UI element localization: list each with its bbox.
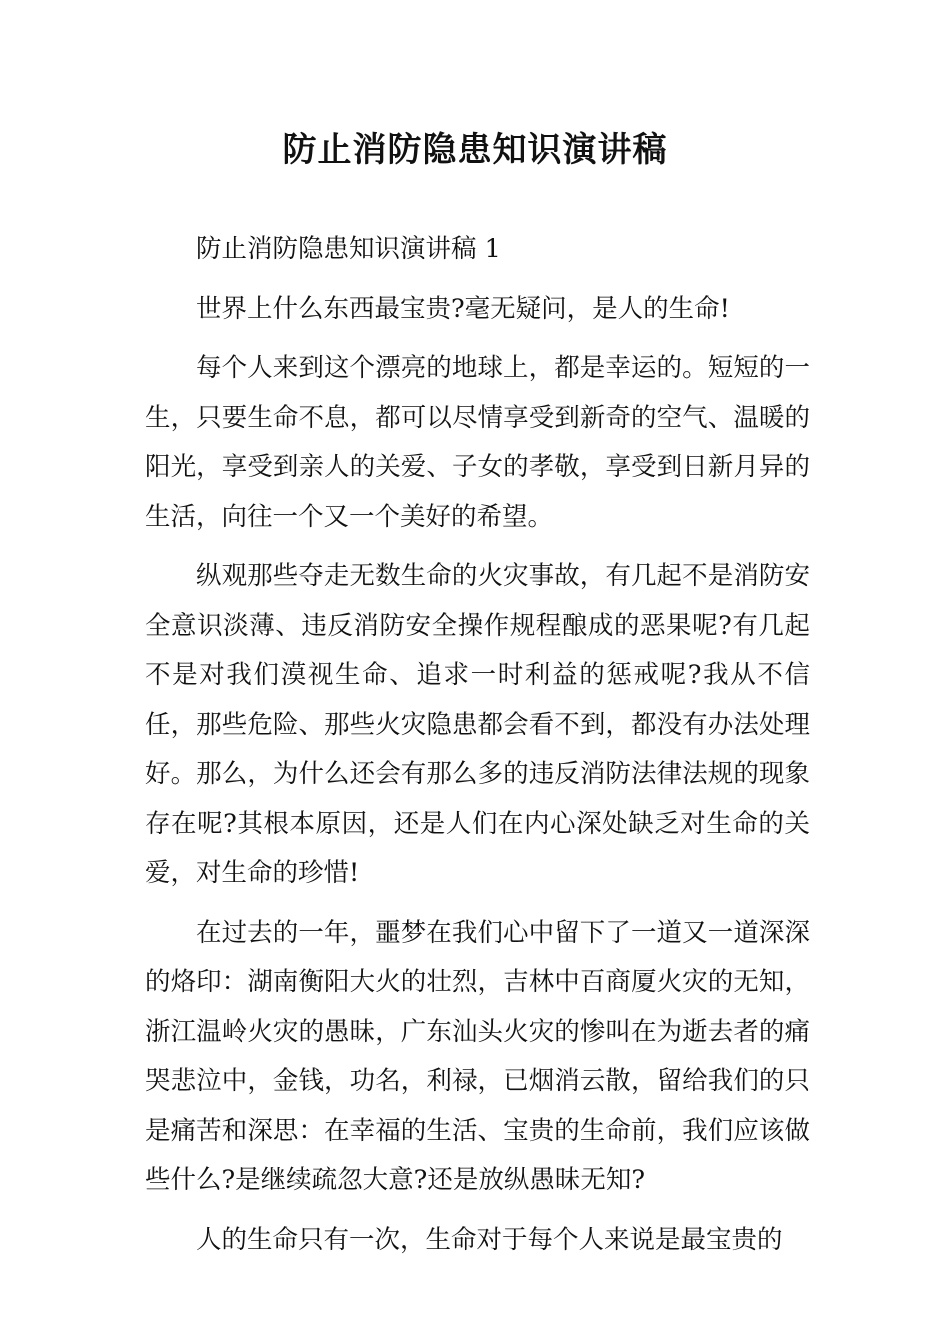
document-body — [145, 225, 810, 1275]
paragraph: 纵观那些夺走无数生命的火灾事故，有几起不是消防安全意识淡薄、违反消防安全操作规程酿成的恶果呢?有几起不是对我们漠视生命、追求一时利益的惩戒呢?我从不信任，那些危险、那些火灾隐患都会看不到，都没有办法处理好。那么，为什么还会有那么多的违反消防法律法规的现象存在呢?其根本原因，还是人们在内心深处缺乏对生命的关爱，对生命的珍惜! — [145, 561, 810, 888]
paragraph: 世界上什么东西最宝贵?毫无疑问，是人的生命! — [196, 293, 730, 324]
paragraph: 人的生命只有一次，生命对于每个人来说是最宝贵的 — [196, 1224, 783, 1255]
paragraph: 每个人来到这个漂亮的地球上，都是幸运的。短短的一生，只要生命不息，都可以尽情享受到新奇的空气、温暖的阳光，享受到亲人的关爱、子女的孝敬，享受到日新月异的生活，向往一个又一个美好的希望。 — [145, 353, 810, 532]
paragraph-subtitle: 防止消防隐患知识演讲稿 1 — [196, 234, 501, 264]
document-title: 防止消防隐患知识演讲稿 — [282, 130, 668, 170]
paragraph: 在过去的一年，噩梦在我们心中留下了一道又一道深深的烙印：湖南衡阳大火的壮烈，吉林中百商厦火灾的无知，浙江温岭火灾的愚昧，广东汕头火灾的惨叫在为逝去者的痛哭悲泣中，金钱，功名，利禄，已烟消云散，留给我们的只是痛苦和深思：在幸福的生活、宝贵的生命前，我们应该做些什么?是继续疏忽大意?还是放纵愚昧无知? — [145, 917, 810, 1195]
